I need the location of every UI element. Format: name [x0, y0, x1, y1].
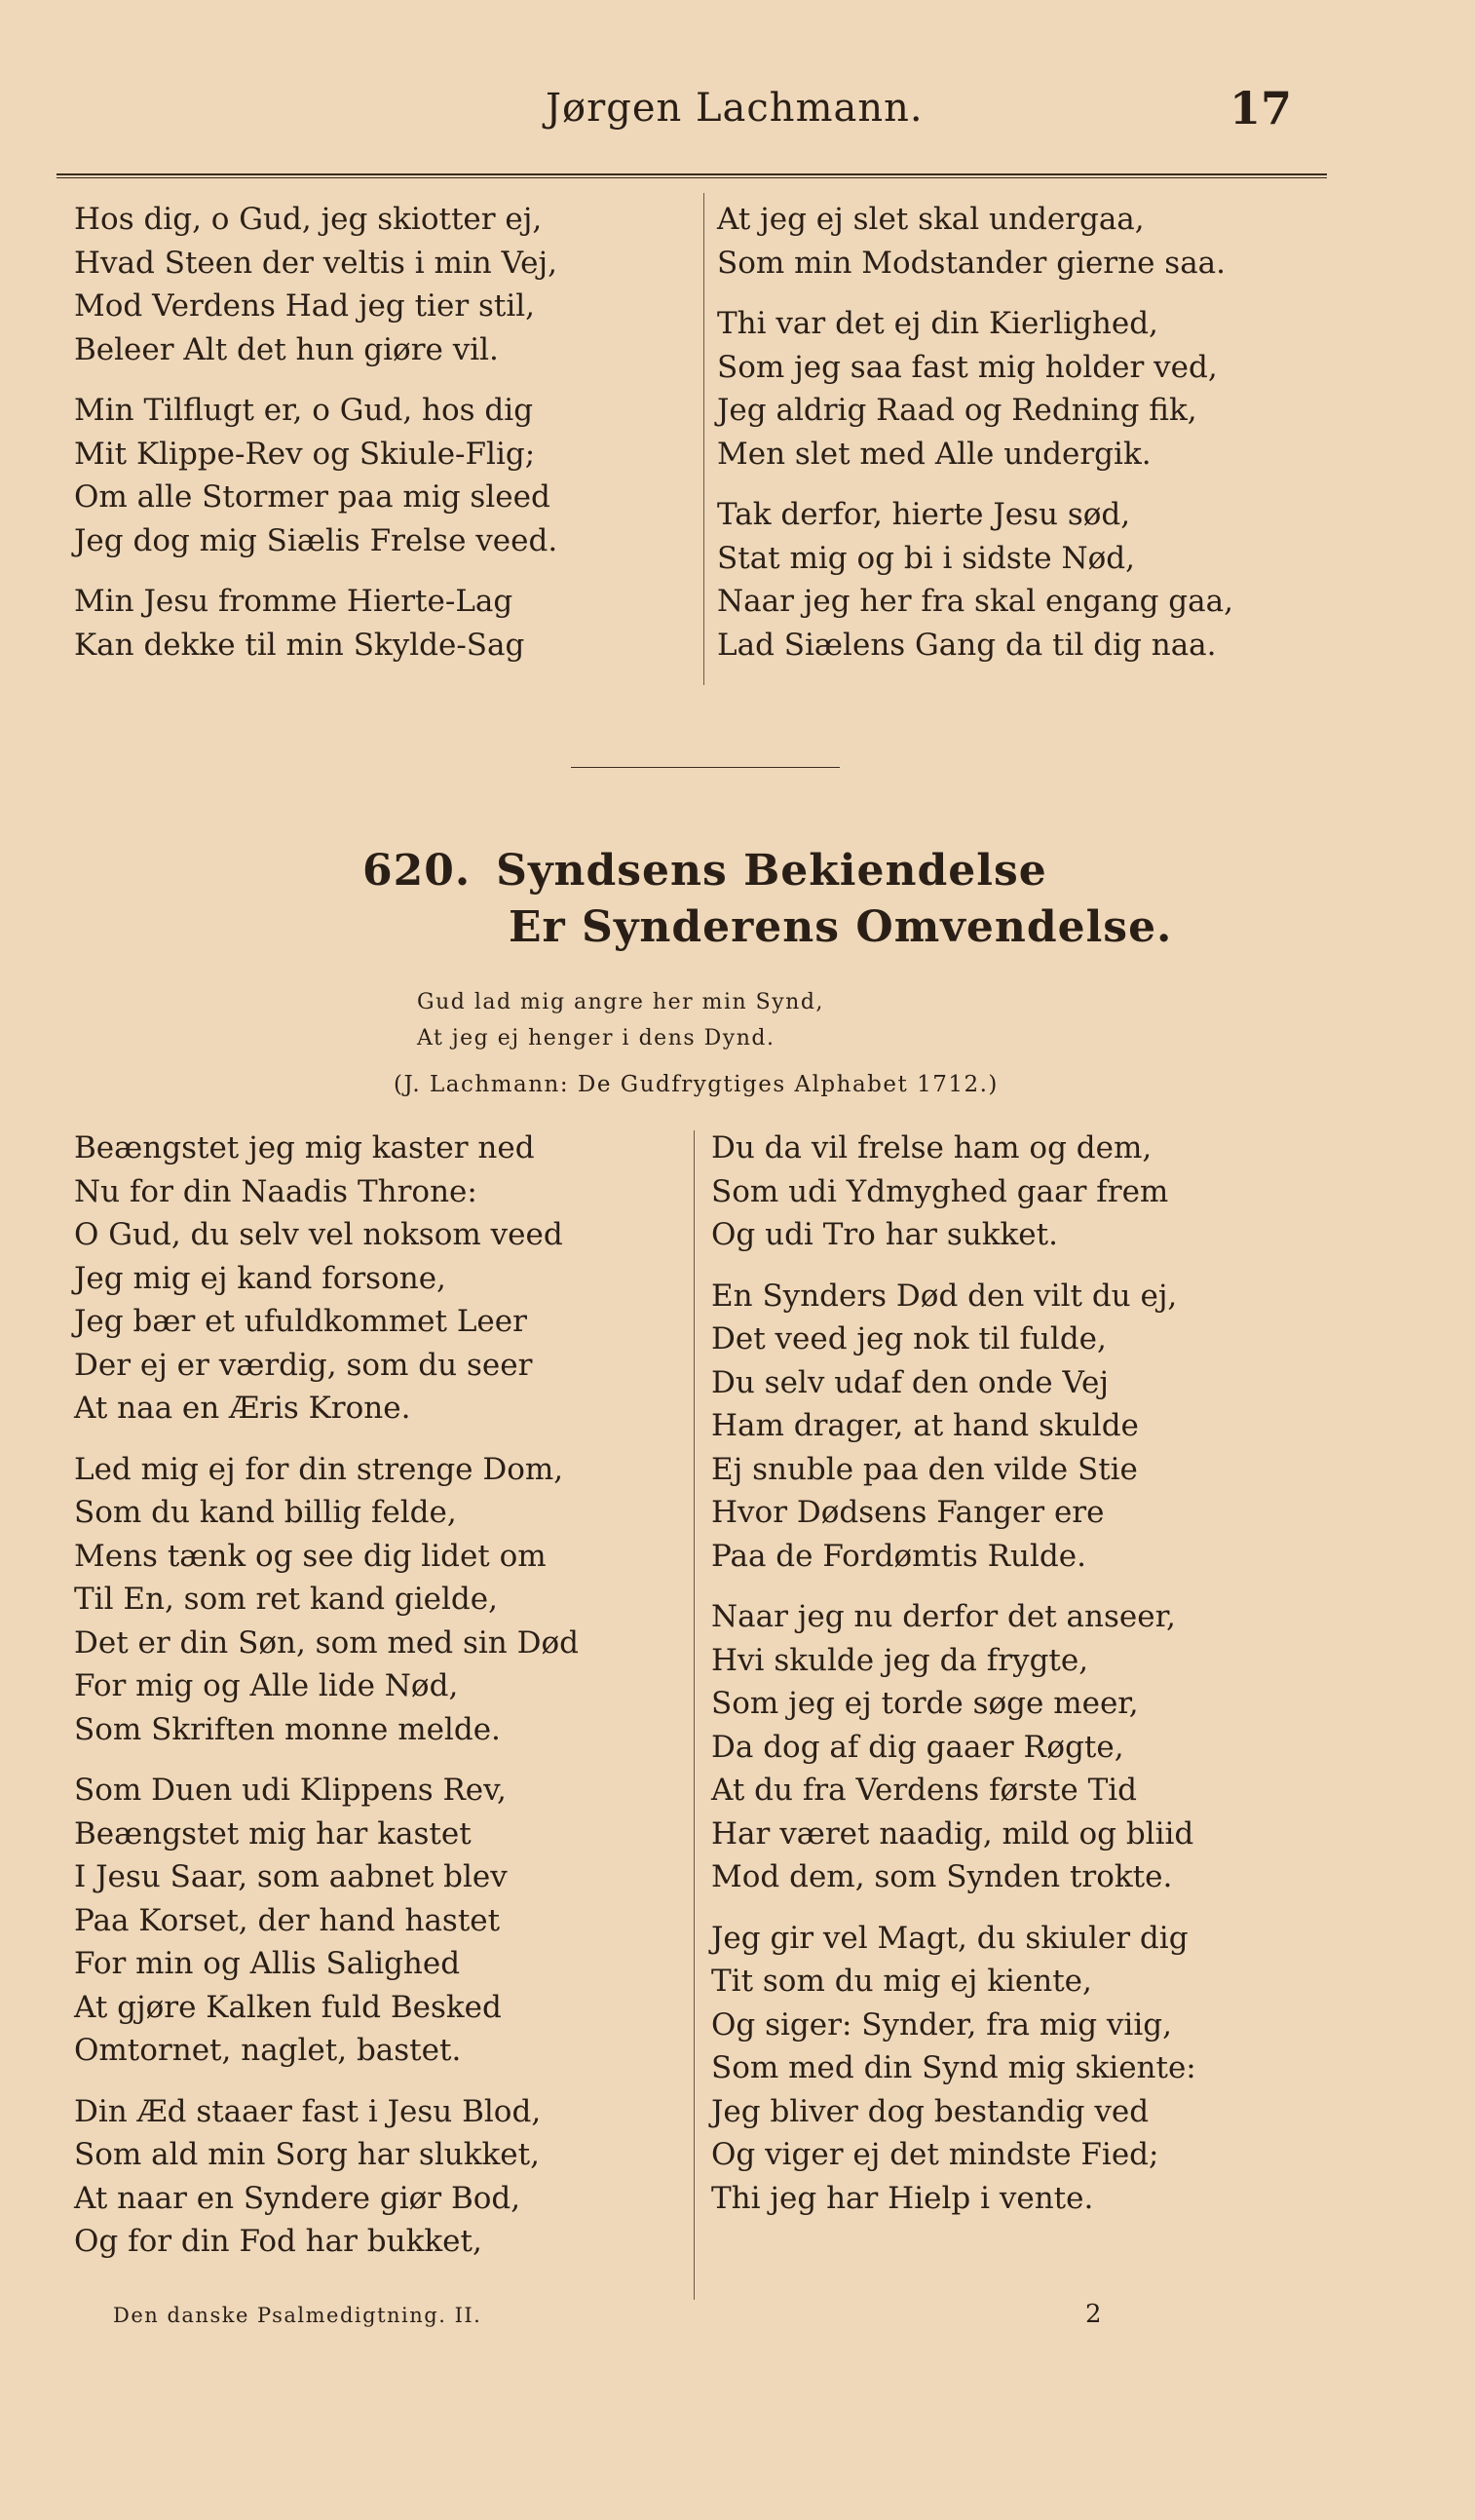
header-rule: [57, 173, 1327, 178]
verse-line: Min Tilflugt er, o Gud, hos dig: [74, 393, 534, 428]
hymn-motto: [417, 984, 824, 1056]
verse-line: Som udi Ydmyghed gaar frem: [711, 1173, 1169, 1209]
top-poem-left-column: [74, 198, 557, 684]
hymn-source: (J. Lachmann: De Gudfrygtiges Alphabet 1712.): [394, 1072, 999, 1097]
verse-line: Som ald min Sorg har slukket,: [74, 2137, 540, 2172]
verse-line: Nu for din Naadis Throne:: [74, 1173, 477, 1209]
stanza: [74, 2090, 579, 2264]
page-number: 17: [1229, 82, 1293, 134]
verse-line: Og siger: Synder, fra mig viig,: [711, 2006, 1172, 2043]
verse-line: Beængstet mig har kastet: [74, 1815, 472, 1852]
sheet-mark: 2: [1085, 2300, 1102, 2329]
verse-line: Der ej er værdig, som du seer: [74, 1347, 533, 1383]
verse-line: Thi var det ej din Kierlighed,: [717, 306, 1158, 341]
printer-signature: Den danske Psalmedigtning. II.: [113, 2304, 482, 2327]
verse-line: Og viger ej det mindste Fied;: [711, 2137, 1159, 2172]
verse-line: Hvad Steen der veltis i min Vej,: [74, 245, 557, 281]
stanza: [717, 198, 1233, 285]
verse-line: Du da vil frelse ham og dem,: [711, 1130, 1153, 1165]
verse-line: Ham drager, at hand skulde: [711, 1408, 1139, 1443]
verse-line: At gjøre Kalken fuld Besked: [74, 1989, 502, 2025]
verse-line: Din Æd staaer fast i Jesu Blod,: [74, 2093, 542, 2129]
verse-line: Og for din Fod har bukket,: [74, 2224, 482, 2259]
verse-line: Som du kand billig felde,: [74, 1495, 457, 1530]
verse-line: Jeg bær et ufuldkommet Leer: [74, 1304, 527, 1339]
verse-line: At naa en Æris Krone.: [74, 1391, 411, 1426]
verse-line: Til En, som ret kand gielde,: [74, 1582, 498, 1617]
verse-line: Jeg mig ej kand forsone,: [74, 1260, 446, 1296]
hymn-right-column: [711, 1126, 1196, 2237]
verse-line: Thi jeg har Hielp i vente.: [711, 2180, 1094, 2216]
verse-line: Lad Siælens Gang da til dig naa.: [717, 627, 1217, 663]
verse-line: Som jeg saa fast mig holder ved,: [717, 349, 1218, 385]
verse-line: Det er din Søn, som med sin Død: [74, 1624, 579, 1661]
verse-line: Jeg bliver dog bestandig ved: [711, 2093, 1150, 2129]
stanza: [711, 1126, 1196, 1257]
verse-line: Om alle Stormer paa mig sleed: [74, 479, 550, 515]
stanza: [711, 1275, 1196, 1579]
verse-line: Jeg dog mig Siælis Frelse veed.: [74, 522, 558, 558]
hymn-number: 620.: [362, 846, 472, 896]
verse-line: Som jeg ej torde søge meer,: [711, 1686, 1139, 1721]
stanza: [711, 1917, 1196, 2221]
stanza: [74, 1126, 579, 1431]
stanza: [74, 580, 557, 667]
verse-line: Stat mig og bi i sidste Nød,: [717, 540, 1135, 576]
stanza: [74, 1448, 579, 1752]
verse-line: For min og Allis Salighed: [74, 1946, 461, 1981]
verse-line: Jeg aldrig Raad og Redning fik,: [717, 393, 1197, 428]
verse-line: Som Duen udi Klippens Rev,: [74, 1773, 507, 1808]
hymn-title-text: Syndsens Bekiendelse: [496, 846, 1047, 896]
verse-line: Som min Modstander gierne saa.: [717, 245, 1227, 281]
verse-line: Hos dig, o Gud, jeg skiotter ej,: [74, 202, 543, 237]
verse-line: Og udi Tro har sukket.: [711, 1217, 1058, 1252]
stanza: [74, 198, 557, 371]
motto-line: Gud lad mig angre her min Synd,: [417, 990, 824, 1014]
hymn-title-line-2: Er Synderens Omvendelse.: [509, 902, 1173, 952]
verse-line: Kan dekke til min Skylde-Sag: [74, 627, 525, 663]
verse-line: Da dog af dig gaaer Røgte,: [711, 1729, 1124, 1765]
verse-line: En Synders Død den vilt du ej,: [711, 1278, 1178, 1314]
verse-line: Hvor Dødsens Fanger ere: [711, 1495, 1105, 1530]
verse-line: O Gud, du selv vel noksom veed: [74, 1217, 563, 1252]
verse-line: Jeg gir vel Magt, du skiuler dig: [711, 1920, 1189, 1956]
verse-line: Som med din Synd mig skiente:: [711, 2050, 1196, 2085]
verse-line: Min Jesu fromme Hierte-Lag: [74, 584, 513, 619]
verse-line: Men slet med Alle undergik.: [717, 436, 1152, 472]
verse-line: Ej snuble paa den vilde Stie: [711, 1451, 1138, 1487]
verse-line: Paa Korset, der hand hastet: [74, 1902, 501, 1938]
verse-line: Har været naadig, mild og bliid: [711, 1815, 1194, 1852]
verse-line: Som Skriften monne melde.: [74, 1711, 501, 1747]
verse-line: At naar en Syndere giør Bod,: [74, 2180, 521, 2216]
section-separator: [571, 767, 840, 768]
verse-line: Tit som du mig ej kiente,: [711, 1964, 1092, 1999]
running-head: [0, 82, 1475, 144]
stanza: [74, 389, 557, 562]
verse-line: Paa de Fordømtis Rulde.: [711, 1538, 1086, 1574]
hymn-left-column: [74, 1126, 579, 2281]
verse-line: I Jesu Saar, som aabnet blev: [74, 1859, 508, 1894]
top-poem-right-column: [717, 198, 1233, 684]
verse-line: Mens tænk og see dig lidet om: [74, 1538, 547, 1574]
verse-line: Det veed jeg nok til fulde,: [711, 1321, 1107, 1356]
verse-line: Mod Verdens Had jeg tier stil,: [74, 288, 536, 324]
hymn-title-line-1: [362, 846, 1047, 896]
stanza: [717, 493, 1233, 667]
verse-line: At jeg ej slet skal undergaa,: [717, 202, 1145, 237]
verse-line: Led mig ej for din strenge Dom,: [74, 1451, 564, 1487]
stanza: [74, 1769, 579, 2073]
verse-line: Mit Klippe-Rev og Skiule-Flig;: [74, 436, 536, 472]
verse-line: Omtornet, naglet, bastet.: [74, 2033, 462, 2068]
motto-line: At jeg ej henger i dens Dynd.: [417, 1026, 775, 1050]
stanza: [717, 302, 1233, 476]
verse-line: Hvi skulde jeg da frygte,: [711, 1642, 1089, 1678]
verse-line: Beængstet jeg mig kaster ned: [74, 1130, 535, 1165]
column-divider: [694, 1130, 695, 2300]
verse-line: Naar jeg nu derfor det anseer,: [711, 1599, 1176, 1634]
verse-line: Tak derfor, hierte Jesu sød,: [717, 497, 1131, 532]
verse-line: Mod dem, som Synden trokte.: [711, 1859, 1173, 1894]
verse-line: Naar jeg her fra skal engang gaa,: [717, 584, 1233, 619]
stanza: [711, 1595, 1196, 1899]
verse-line: At du fra Verdens første Tid: [711, 1773, 1138, 1808]
verse-line: Beleer Alt det hun giøre vil.: [74, 331, 499, 367]
running-title: Jørgen Lachmann.: [546, 86, 924, 131]
verse-line: Du selv udaf den onde Vej: [711, 1364, 1110, 1400]
column-divider: [703, 193, 704, 685]
verse-line: For mig og Alle lide Nød,: [74, 1668, 459, 1703]
